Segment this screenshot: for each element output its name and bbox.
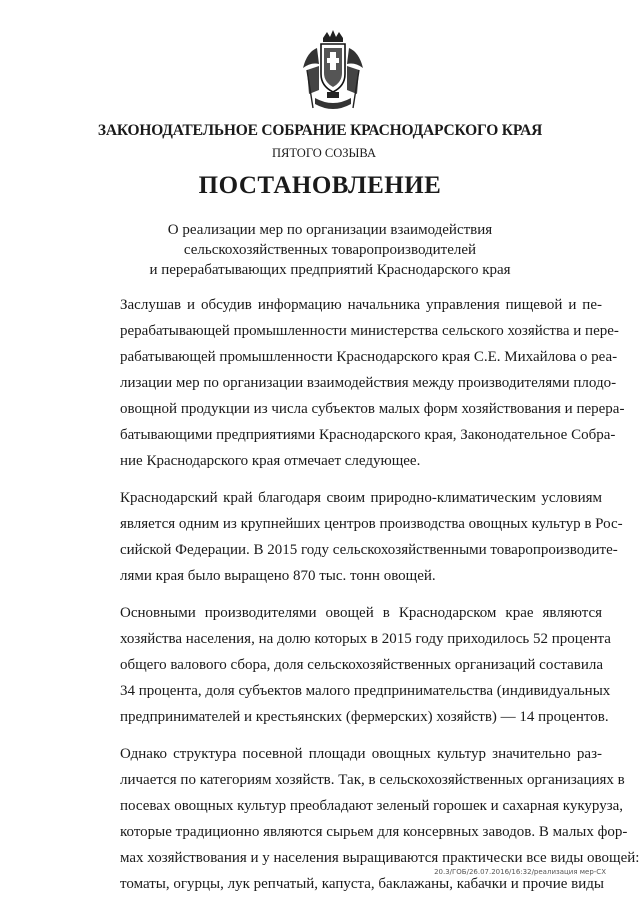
organization-title: ЗАКОНОДАТЕЛЬНОЕ СОБРАНИЕ КРАСНОДАРСКОГО КРАЯ <box>97 122 543 139</box>
text-line: Основными производителями овощей в Краснодарском крае являются <box>120 605 602 621</box>
body-paragraph <box>84 600 611 730</box>
convocation-label: ПЯТОГО СОЗЫВА <box>271 146 377 160</box>
text-line: хозяйства населения, на долю которых в 2015 году приходилось 52 процента <box>120 631 611 647</box>
text-line: Однако структура посевной площади овощных культур значительно раз- <box>120 746 602 762</box>
subject-line: сельскохозяйственных товаропроизводителей <box>183 242 477 258</box>
document-footer-code: 20.3/ГОБ/26.07.2016/16:32/реализация мер-СХ <box>434 868 606 876</box>
text-line: сийской Федерации. В 2015 году сельскохозяйственными товаропроизводите- <box>120 542 618 558</box>
text-line: Краснодарский край благодаря своим природно-климатическим условиям <box>120 490 602 506</box>
text-line: является одним из крупнейших центров производства овощных культур в Рос- <box>120 516 623 532</box>
text-line: мах хозяйствования и у населения выращиваются практически все виды овощей: <box>120 850 640 866</box>
coat-of-arms-icon <box>297 28 369 114</box>
text-line: батывающими предприятиями Краснодарского края, Законодательное Собра- <box>120 427 616 443</box>
document-subject <box>110 220 550 280</box>
body-paragraph <box>84 485 623 589</box>
body-paragraph <box>84 292 625 474</box>
text-line: посевах овощных культур преобладают зеленый горошек и сахарная кукуруза, <box>120 798 624 814</box>
text-line: лизации мер по организации взаимодействия между производителями плодо- <box>120 375 617 391</box>
text-line: Заслушав и обсудив информацию начальника управления пищевой и пе- <box>120 297 602 313</box>
text-line: рабатывающей промышленности Краснодарского края С.Е. Михайлова о реа- <box>120 349 618 365</box>
text-line: томаты, огурцы, лук репчатый, капуста, баклажаны, кабачки и прочие виды <box>120 876 604 892</box>
text-line: которые традиционно являются сырьем для консервных заводов. В малых фор- <box>120 824 628 840</box>
subject-line: и перерабатывающих предприятий Краснодарского края <box>149 262 511 278</box>
subject-line: О реализации мер по организации взаимодействия <box>167 222 493 238</box>
text-line: 34 процента, доля субъектов малого предпринимательства (индивидуальных <box>120 683 611 699</box>
text-line: лями края было выращено 870 тыс. тонн овощей. <box>120 568 436 584</box>
text-line: общего валового сбора, доля сельскохозяйственных организаций составила <box>120 657 604 673</box>
text-line: овощной продукции из числа субъектов малых форм хозяйствования и перера- <box>120 401 625 417</box>
text-line: предпринимателей и крестьянских (фермерских) хозяйств) — 14 процентов. <box>120 709 609 725</box>
document-type-heading: ПОСТАНОВЛЕНИЕ <box>198 172 442 199</box>
document-body <box>84 292 640 908</box>
text-line: рерабатывающей промышленности министерства сельского хозяйства и пере- <box>120 323 619 339</box>
text-line: ние Краснодарского края отмечает следующее. <box>120 453 421 469</box>
text-line: личается по категориям хозяйств. Так, в сельскохозяйственных организациях в <box>120 772 625 788</box>
